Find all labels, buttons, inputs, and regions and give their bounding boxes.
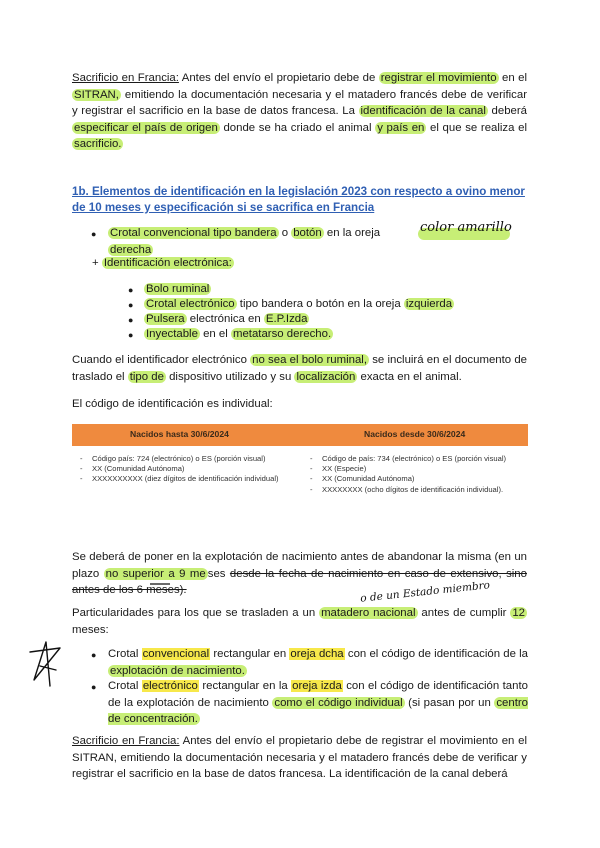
identification-table <box>72 424 528 536</box>
bullet-crotal-izda: Crotal electrónico rectangular en la oreja izda con el código de identificación tanto de la explotación de nacimiento como el código individual (si pasan por un centro de concentración. <box>108 680 528 726</box>
bullet-dot: ● <box>128 285 134 295</box>
bullet-dot: ● <box>128 315 134 325</box>
table-item: - XXXXXXXX (ocho dígitos de identificación individual). <box>308 485 524 495</box>
bullet-crotal-convencional: Crotal convencional tipo bandera o botón en la oreja derecha <box>110 227 381 256</box>
handwritten-arrow <box>148 580 172 588</box>
table-item: - XX (Comunidad Autónoma) <box>308 474 524 484</box>
subitem-inyectable: Inyectable en el metatarso derecho. <box>146 328 332 340</box>
bullet-dot: ● <box>128 300 134 310</box>
table-column-right <box>308 454 524 495</box>
subitem-pulsera: Pulsera electrónica en E.P.Izda <box>146 313 308 325</box>
subitem-bolo: Bolo ruminal <box>146 283 210 295</box>
bullet-dot: ● <box>91 682 97 692</box>
bullet-dot: ● <box>91 650 97 660</box>
label-sacrificio: Sacrificio en Francia: <box>72 72 179 84</box>
paragraph-sacrificio-francia: Sacrificio en Francia: Antes del envío el propietario debe de registrar el movimiento en el SITRAN, emitiendo la documentación necesaria y el matadero francés debe de verificar y registrar el sacrificio en la base de datos francesa. La identificación de la canal deberá especificar el país de origen donde se ha criado el animal y país en el que se realiza el sacrificio. <box>72 72 528 151</box>
table-item: - Código país: 724 (electrónico) o ES (porción visual) <box>78 454 294 464</box>
table-item: - XXXXXXXXXX (diez dígitos de identificación individual) <box>78 474 294 484</box>
paragraph-sacrificio-francia-2: Sacrificio en Francia: Antes del envío el propietario debe de registrar el movimiento en el SITRAN, emitiendo la documentación necesaria y el matadero francés debe de verificar y registrar el sacrificio en la base de datos francesa. La identificación de la canal deberá <box>72 735 527 781</box>
bullet-dot: ● <box>91 229 97 239</box>
paragraph-particularidades: Particularidades para los que se trasladen a un matadero nacional antes de cumplir 12 meses: <box>72 607 525 636</box>
paragraph-plazo: Se deberá de poner en la explotación de nacimiento antes de abandonar la misma (en un plazo no superior a 9 me ses desde la fecha de nacimiento en caso de extensivo, sino antes de los 6 meses). <box>72 551 527 597</box>
paragraph-identificador: Cuando el identificador electrónico no sea el bolo ruminal, se incluirá en el documento de traslado el tipo de dispositivo utilizado y su localización exacta en el animal. <box>72 354 528 383</box>
label-sacrificio: Sacrificio en Francia: <box>72 735 180 747</box>
table-header-left: Nacidos hasta 30/6/2024 <box>130 429 229 439</box>
handwritten-note-estado: o de un Estado miembro <box>359 579 491 605</box>
table-header-right: Nacidos desde 30/6/2024 <box>364 429 466 439</box>
bullet-crotal-dcha: Crotal convencional rectangular en oreja dcha con el código de identificación de la explotación de nacimiento. <box>108 648 528 677</box>
table-item: - XX (Especie) <box>308 464 524 474</box>
section-heading: 1b. Elementos de identificación en la legislación 2023 con respecto a ovino menor de 10 meses y especificación si se sacrifica en Francia <box>72 185 525 214</box>
table-item: - XX (Comunidad Autónoma) <box>78 464 294 474</box>
table-item: - Código de país: 734 (electrónico) o ES (porción visual) <box>308 454 524 464</box>
table-header <box>72 424 528 446</box>
subitem-crotal-electronico: Crotal electrónico tipo bandera o botón en la oreja izquierda <box>146 298 453 310</box>
handwritten-note-color: color amarillo <box>420 220 512 235</box>
paragraph-codigo: El código de identificación es individual: <box>72 398 273 410</box>
handwritten-star-icon <box>26 640 66 690</box>
electronic-id-label: + Identificación electrónica: <box>92 257 232 269</box>
bullet-dot: ● <box>128 330 134 340</box>
table-column-left <box>78 454 294 485</box>
